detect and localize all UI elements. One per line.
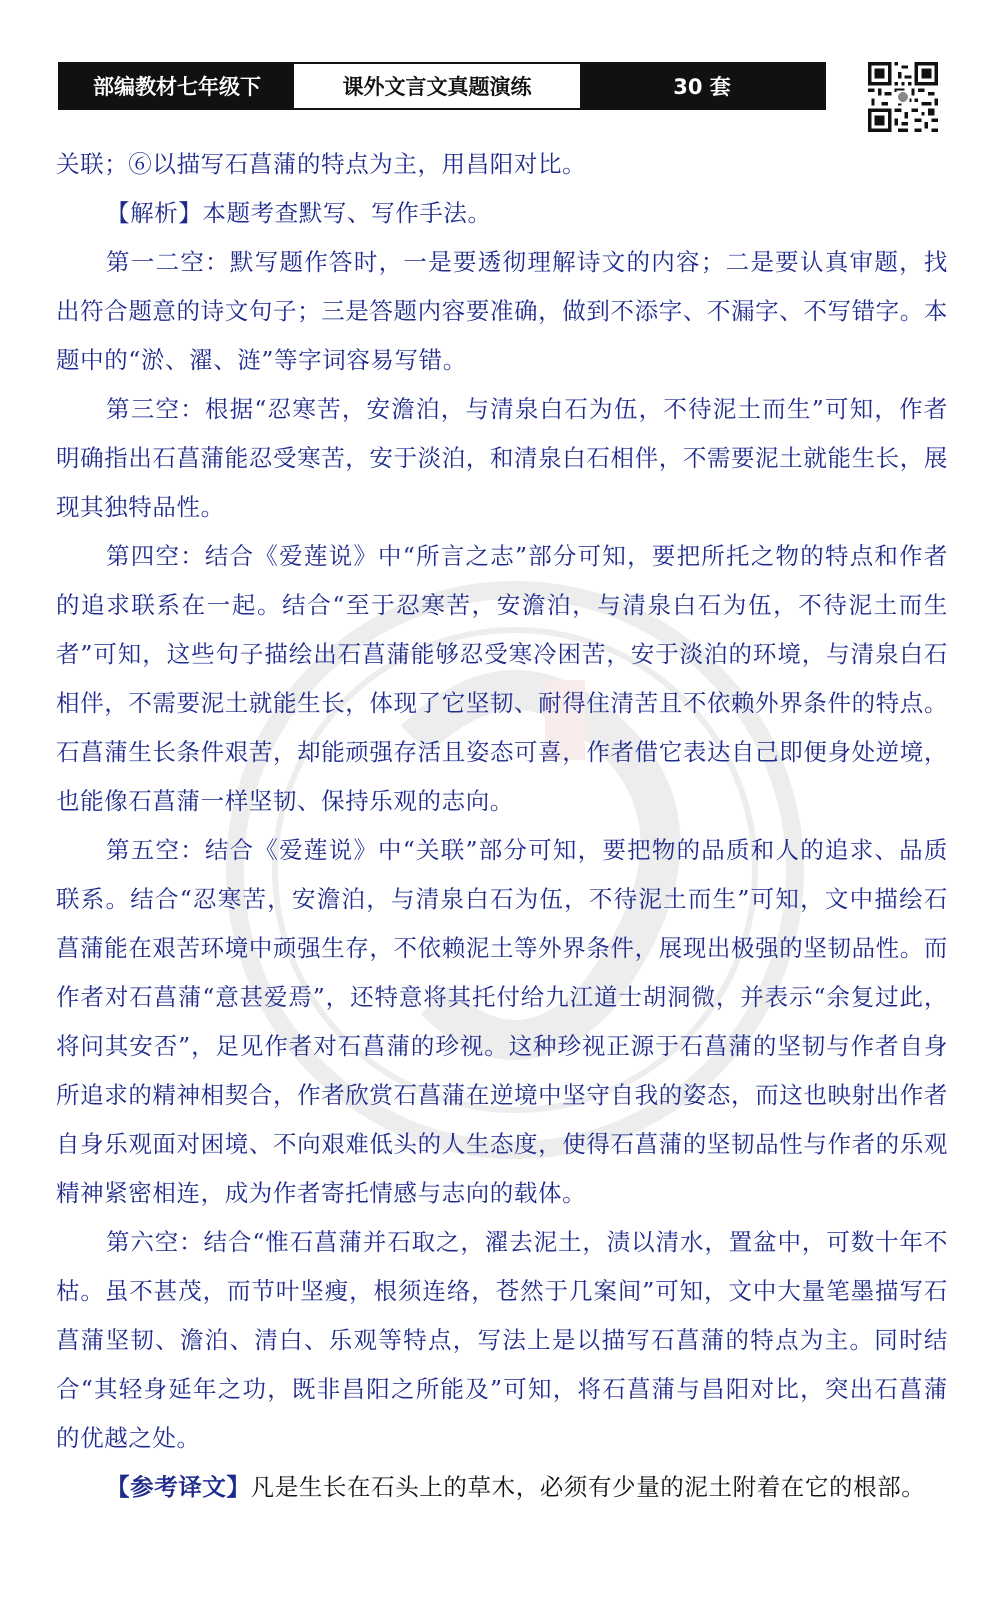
page-header xyxy=(58,62,826,110)
header-set-count: 30 套 xyxy=(580,64,824,108)
reference-translation xyxy=(56,1463,948,1512)
answer-analysis-content xyxy=(56,140,948,1512)
analysis-intro-text: 本题考查默写、写作手法。 xyxy=(202,199,492,227)
header-title: 课外文言文真题演练 xyxy=(294,64,580,108)
answer-continuation: 关联；⑥以描写石菖蒲的特点为主，用昌阳对比。 xyxy=(56,150,587,178)
qr-code-icon xyxy=(868,62,938,132)
analysis-blank-3: 第三空：根据“忍寒苦，安澹泊，与清泉白石为伍，不待泥土而生”可知，作者明确指出石菖蒲能忍受寒苦，安于淡泊，和清泉白石相伴，不需要泥土就能生长，展现其独特品性。 xyxy=(56,395,948,521)
analysis-intro xyxy=(56,189,948,238)
analysis-blank-4: 第四空：结合《爱莲说》中“所言之志”部分可知，要把所托之物的特点和作者的追求联系在一起。结合“至于忍寒苦，安澹泊，与清泉白石为伍，不待泥土而生者”可知，这些句子描绘出石菖蒲能够忍受寒冷困苦，安于淡泊的环境，与清泉白石相伴，不需要泥土就能生长，体现了它坚韧、耐得住清苦且不依赖外界条件的特点。石菖蒲生长条件艰苦，却能顽强存活且姿态可喜，作者借它表达自己即便身处逆境，也能像石菖蒲一样坚韧、保持乐观的志向。 xyxy=(56,542,948,815)
analysis-tag: 【解析】 xyxy=(106,199,203,227)
reference-translation-text: 凡是生长在石头上的草木，必须有少量的泥土附着在它的根部。 xyxy=(250,1473,926,1501)
reference-translation-tag: 【参考译文】 xyxy=(106,1473,251,1501)
analysis-blank-5: 第五空：结合《爱莲说》中“关联”部分可知，要把物的品质和人的追求、品质联系。结合“忍寒苦，安澹泊，与清泉白石为伍，不待泥土而生”可知，文中描绘石菖蒲能在艰苦环境中顽强生存，不依赖泥土等外界条件，展现出极强的坚韧品性。而作者对石菖蒲“意甚爱焉”，还特意将其托付给九江道士胡洞微，并表示“余复过此，将问其安否”，足见作者对石菖蒲的珍视。这种珍视正源于石菖蒲的坚韧与作者自身所追求的精神相契合，作者欣赏石菖蒲在逆境中坚守自我的姿态，而这也映射出作者自身乐观面对困境、不向艰难低头的人生态度，使得石菖蒲的坚韧品性与作者的乐观精神紧密相连，成为作者寄托情感与志向的载体。 xyxy=(56,836,948,1207)
analysis-blank-6: 第六空：结合“惟石菖蒲并石取之，濯去泥土，渍以清水，置盆中，可数十年不枯。虽不甚茂，而节叶坚瘦，根须连络，苍然于几案间”可知，文中大量笔墨描写石菖蒲坚韧、澹泊、清白、乐观等特点，写法上是以描写石菖蒲的特点为主。同时结合“其轻身延年之功，既非昌阳之所能及”可知，将石菖蒲与昌阳对比，突出石菖蒲的优越之处。 xyxy=(56,1228,948,1452)
analysis-blank-1-2: 第一二空：默写题作答时，一是要透彻理解诗文的内容；二是要认真审题，找出符合题意的诗文句子；三是答题内容要准确，做到不添字、不漏字、不写错字。本题中的“淤、濯、涟”等字词容易写错。 xyxy=(56,248,948,374)
header-textbook-label: 部编教材七年级下 xyxy=(60,64,294,108)
